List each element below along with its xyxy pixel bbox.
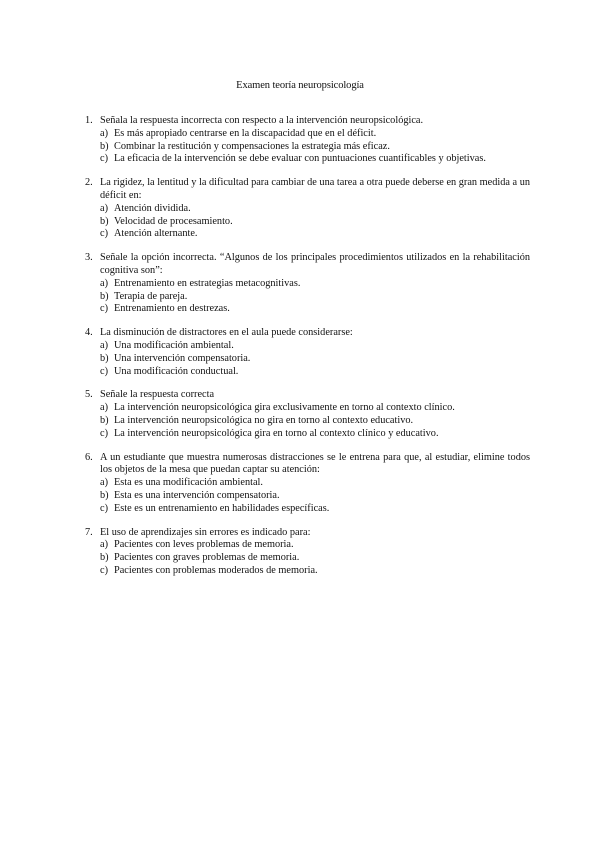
option-text: Una modificación ambiental.	[114, 339, 234, 351]
option-letter: b)	[100, 290, 109, 302]
option-letter: a)	[100, 539, 108, 551]
option-letter: b)	[100, 140, 109, 152]
answer-option	[100, 565, 530, 578]
answer-options	[100, 477, 530, 515]
question-number: 4.	[85, 327, 93, 339]
option-text: La intervención neuropsicológica no gira en torno al contexto educativo.	[114, 414, 414, 426]
answer-option	[100, 303, 530, 316]
answer-option	[100, 340, 530, 353]
answer-option	[100, 539, 530, 552]
option-text: Terapia de pareja.	[114, 290, 188, 302]
question-number: 6.	[85, 451, 93, 463]
answer-option	[100, 353, 530, 366]
option-text: Este es un entrenamiento en habilidades específicas.	[114, 502, 330, 514]
option-letter: a)	[100, 202, 108, 214]
question-item	[85, 327, 530, 378]
option-text: Esta es una modificación ambiental.	[114, 477, 263, 489]
option-letter: b)	[100, 414, 109, 426]
question-item	[85, 252, 530, 316]
question-text: A un estudiante que muestra numerosas distracciones se le entrena para que, al estudiar, elimine todos los objetos de la mesa que puedan captar su atención:	[100, 451, 530, 476]
question-item	[85, 115, 530, 166]
answer-option	[100, 366, 530, 379]
question-text: Señala la respuesta incorrecta con respecto a la intervención neuropsicológica.	[100, 115, 424, 126]
question-text: Señale la opción incorrecta. “Algunos de los principales procedimientos utilizados en la rehabilitación cognitiva son”:	[100, 252, 530, 276]
question-number: 2.	[85, 177, 93, 189]
question-item	[85, 389, 530, 440]
option-letter: b)	[100, 215, 109, 227]
option-letter: b)	[100, 552, 109, 564]
option-letter: c)	[100, 564, 108, 576]
question-item	[85, 527, 530, 578]
option-text: Entrenamiento en estrategias metacognitivas.	[114, 277, 301, 289]
answer-option	[100, 128, 530, 141]
answer-options	[100, 203, 530, 241]
option-text: La intervención neuropsicológica gira exclusivamente en torno al contexto clínico.	[114, 402, 455, 414]
option-letter: c)	[100, 502, 108, 514]
answer-options	[100, 278, 530, 316]
option-letter: c)	[100, 365, 108, 377]
answer-option	[100, 291, 530, 304]
option-letter: a)	[100, 477, 108, 489]
option-letter: b)	[100, 489, 109, 501]
answer-option	[100, 216, 530, 229]
option-letter: a)	[100, 277, 108, 289]
question-number: 7.	[85, 526, 93, 538]
option-letter: a)	[100, 402, 108, 414]
answer-option	[100, 402, 530, 415]
answer-option	[100, 278, 530, 291]
question-text: El uso de aprendizajes sin errores es indicado para:	[100, 526, 311, 538]
answer-options	[100, 128, 530, 166]
option-letter: c)	[100, 427, 108, 439]
answer-option	[100, 203, 530, 216]
option-text: Esta es una intervención compensatoria.	[114, 489, 280, 501]
answer-option	[100, 415, 530, 428]
question-number: 1.	[85, 115, 93, 126]
option-text: La eficacia de la intervención se debe evaluar con puntuaciones cuantificables y objetivas.	[114, 153, 486, 165]
option-text: Pacientes con graves problemas de memoria.	[114, 552, 300, 564]
question-list	[85, 115, 530, 589]
answer-option	[100, 153, 530, 166]
option-text: Una modificación conductual.	[114, 365, 239, 377]
question-text: La rigidez, la lentitud y la dificultad para cambiar de una tarea a otra puede deberse en gran medida a un déficit en:	[100, 177, 530, 201]
option-text: Atención alternante.	[114, 228, 198, 240]
answer-options	[100, 539, 530, 577]
page-title: Examen teoría neuropsicología	[236, 80, 364, 91]
option-letter: c)	[100, 228, 108, 240]
answer-option	[100, 503, 530, 516]
option-letter: a)	[100, 339, 108, 351]
question-text: Señale la respuesta correcta	[100, 389, 215, 401]
question-text: La disminución de distractores en el aula puede considerarse:	[100, 327, 353, 339]
option-letter: b)	[100, 352, 109, 364]
question-number: 3.	[85, 252, 93, 264]
question-item	[85, 452, 530, 516]
answer-option	[100, 477, 530, 490]
option-letter: c)	[100, 153, 108, 165]
option-letter: a)	[100, 127, 108, 139]
option-text: Pacientes con leves problemas de memoria.	[114, 539, 294, 551]
answer-option	[100, 490, 530, 503]
option-letter: c)	[100, 303, 108, 315]
question-number: 5.	[85, 389, 93, 401]
answer-options	[100, 402, 530, 440]
question-item	[85, 177, 530, 241]
answer-option	[100, 141, 530, 154]
answer-options	[100, 340, 530, 378]
option-text: Velocidad de procesamiento.	[114, 215, 233, 227]
option-text: Atención dividida.	[114, 202, 191, 214]
answer-option	[100, 428, 530, 441]
answer-option	[100, 228, 530, 241]
option-text: Entrenamiento en destrezas.	[114, 303, 230, 315]
answer-option	[100, 552, 530, 565]
option-text: Una intervención compensatoria.	[114, 352, 251, 364]
option-text: Combinar la restitución y compensaciones la estrategia más eficaz.	[114, 140, 390, 152]
option-text: La intervención neuropsicológica gira en torno al contexto clínico y educativo.	[114, 427, 439, 439]
option-text: Es más apropiado centrarse en la discapacidad que en el déficit.	[114, 127, 377, 139]
option-text: Pacientes con problemas moderados de memoria.	[114, 564, 318, 576]
